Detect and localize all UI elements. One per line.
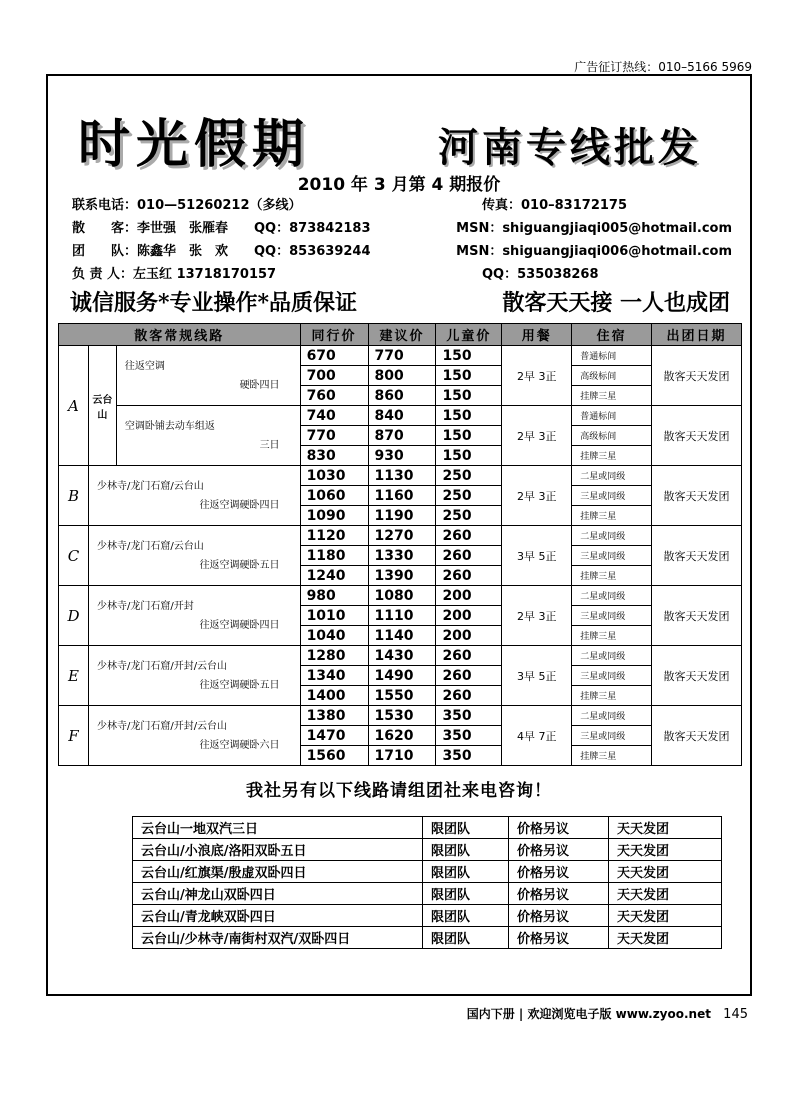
price-cell: 1180	[300, 546, 368, 566]
meal-cell: 3早 5正	[502, 646, 572, 706]
destination-cell: 云台山	[88, 346, 116, 466]
departure-cell: 散客天天发团	[652, 706, 742, 766]
price-cell: 150	[436, 386, 502, 406]
price-cell: 1530	[368, 706, 436, 726]
column-header: 住宿	[572, 324, 652, 346]
footer-text: 国内下册 | 欢迎浏览电子版 www.zyoo.net	[466, 1007, 711, 1021]
price-cell: 200	[436, 626, 502, 646]
contact-row	[72, 261, 732, 284]
price-cell: 1710	[368, 746, 436, 766]
route-line: 少林寺/龙门石窟/云台山	[96, 540, 204, 552]
column-header: 用餐	[502, 324, 572, 346]
price-cell: 1330	[368, 546, 436, 566]
price-cell: 150	[436, 346, 502, 366]
price-cell: 250	[436, 466, 502, 486]
price-cell: 840	[368, 406, 436, 426]
route-line: 往返空调	[124, 360, 165, 372]
price-cell: 1550	[368, 686, 436, 706]
lodging-cell: 挂牌三星	[572, 386, 652, 406]
extra-route-cell: 云台山/少林寺/南街村双汽/双卧四日	[133, 927, 423, 949]
price-cell: 1620	[368, 726, 436, 746]
table-row	[59, 706, 742, 726]
route-cell	[88, 586, 300, 646]
extra-route-cell: 价格另议	[509, 839, 609, 861]
route-line: 往返空调硬卧五日	[199, 559, 280, 571]
contact-block	[72, 192, 732, 284]
price-cell: 350	[436, 726, 502, 746]
meal-cell: 3早 5正	[502, 526, 572, 586]
price-cell: 200	[436, 586, 502, 606]
contact-right: 传真：010–83172175	[482, 198, 627, 213]
table-row	[59, 346, 742, 366]
extra-route-cell: 价格另议	[509, 927, 609, 949]
price-cell: 670	[300, 346, 368, 366]
lodging-cell: 二星或同级	[572, 586, 652, 606]
extra-route-row	[133, 905, 722, 927]
price-cell: 700	[300, 366, 368, 386]
price-cell: 1470	[300, 726, 368, 746]
route-cell	[88, 526, 300, 586]
lodging-cell: 三星或同级	[572, 546, 652, 566]
price-cell: 1240	[300, 566, 368, 586]
brand-title: 时光假期	[78, 114, 311, 175]
lodging-cell: 挂牌三星	[572, 506, 652, 526]
lodging-cell: 高级标间	[572, 366, 652, 386]
route-line: 空调卧铺去动车组返	[124, 420, 215, 432]
extra-route-cell: 限团队	[423, 839, 509, 861]
extra-route-cell: 限团队	[423, 817, 509, 839]
lodging-cell: 普通标间	[572, 346, 652, 366]
price-cell: 930	[368, 446, 436, 466]
contact-right: MSN：shiguangjiaqi005@hotmail.com	[456, 221, 732, 236]
slogan-left: 诚信服务*专业操作*品质保证	[70, 290, 358, 316]
price-cell: 250	[436, 506, 502, 526]
price-cell: 870	[368, 426, 436, 446]
lodging-cell: 三星或同级	[572, 486, 652, 506]
price-cell: 1120	[300, 526, 368, 546]
route-letter: D	[59, 586, 89, 646]
extra-route-cell: 天天发团	[609, 905, 722, 927]
lodging-cell: 高级标间	[572, 426, 652, 446]
extra-route-cell: 限团队	[423, 905, 509, 927]
price-cell: 260	[436, 646, 502, 666]
price-cell: 150	[436, 446, 502, 466]
route-line: 少林寺/龙门石窟/开封/云台山	[96, 660, 228, 672]
route-letter: B	[59, 466, 89, 526]
lodging-cell: 挂牌三星	[572, 566, 652, 586]
extra-route-cell: 天天发团	[609, 839, 722, 861]
extra-route-row	[133, 927, 722, 949]
departure-cell: 散客天天发团	[652, 526, 742, 586]
contact-row	[72, 238, 732, 261]
route-letter: C	[59, 526, 89, 586]
price-cell: 1190	[368, 506, 436, 526]
lodging-cell: 普通标间	[572, 406, 652, 426]
route-line: 往返空调硬卧四日	[199, 619, 280, 631]
price-cell: 1060	[300, 486, 368, 506]
price-cell: 860	[368, 386, 436, 406]
column-header: 儿童价	[436, 324, 502, 346]
extra-route-cell: 价格另议	[509, 817, 609, 839]
extra-routes-heading: 我社另有以下线路请组团社来电咨询！	[246, 781, 552, 801]
departure-cell: 散客天天发团	[652, 466, 742, 526]
price-cell: 770	[300, 426, 368, 446]
departure-cell: 散客天天发团	[652, 406, 742, 466]
contact-left: 负 责 人：左玉红 13718170157	[72, 267, 277, 282]
departure-cell: 散客天天发团	[652, 346, 742, 406]
price-cell: 1430	[368, 646, 436, 666]
price-cell: 980	[300, 586, 368, 606]
price-cell: 770	[368, 346, 436, 366]
extra-route-cell: 天天发团	[609, 861, 722, 883]
column-header: 散客常规线路	[59, 324, 301, 346]
lodging-cell: 二星或同级	[572, 706, 652, 726]
extra-route-cell: 天天发团	[609, 883, 722, 905]
route-line: 少林寺/龙门石窟/开封/云台山	[96, 720, 228, 732]
route-letter: F	[59, 706, 89, 766]
lodging-cell: 三星或同级	[572, 666, 652, 686]
meal-cell: 2早 3正	[502, 466, 572, 526]
page-number: 145	[723, 1007, 748, 1022]
departure-cell: 散客天天发团	[652, 646, 742, 706]
price-cell: 1010	[300, 606, 368, 626]
column-header: 同行价	[300, 324, 368, 346]
meal-cell: 4早 7正	[502, 706, 572, 766]
price-cell: 1110	[368, 606, 436, 626]
price-cell: 1270	[368, 526, 436, 546]
price-cell: 250	[436, 486, 502, 506]
route-line: 少林寺/龙门石窟/云台山	[96, 480, 204, 492]
extra-route-cell: 限团队	[423, 927, 509, 949]
route-cell	[116, 406, 300, 466]
slogan-right: 散客天天接 一人也成团	[502, 290, 730, 316]
price-cell: 260	[436, 666, 502, 686]
price-cell: 260	[436, 526, 502, 546]
price-cell: 260	[436, 686, 502, 706]
price-cell: 1380	[300, 706, 368, 726]
extra-route-cell: 云台山/青龙峡双卧四日	[133, 905, 423, 927]
price-cell: 760	[300, 386, 368, 406]
page-footer	[467, 1005, 748, 1022]
route-cell	[116, 346, 300, 406]
extra-route-cell: 天天发团	[609, 927, 722, 949]
route-letter: E	[59, 646, 89, 706]
route-letter: A	[59, 346, 89, 466]
route-line: 往返空调硬卧六日	[199, 739, 280, 751]
extra-route-row	[133, 883, 722, 905]
extra-route-cell: 云台山/红旗渠/殷虚双卧四日	[133, 861, 423, 883]
contact-left: 联系电话：010—51260212（多线）	[72, 198, 302, 213]
price-cell: 1560	[300, 746, 368, 766]
extra-route-cell: 天天发团	[609, 817, 722, 839]
price-cell: 260	[436, 566, 502, 586]
extra-route-cell: 云台山一地双汽三日	[133, 817, 423, 839]
ad-hotline: 广告征订热线：010–5166 5969	[574, 60, 752, 74]
price-cell: 350	[436, 746, 502, 766]
price-cell: 1400	[300, 686, 368, 706]
meal-cell: 2早 3正	[502, 406, 572, 466]
price-cell: 150	[436, 366, 502, 386]
price-cell: 200	[436, 606, 502, 626]
lodging-cell: 三星或同级	[572, 606, 652, 626]
meal-cell: 2早 3正	[502, 346, 572, 406]
contact-row	[72, 192, 732, 215]
contact-right: MSN：shiguangjiaqi006@hotmail.com	[456, 244, 732, 259]
price-cell: 1030	[300, 466, 368, 486]
extra-route-cell: 云台山/小浪底/洛阳双卧五日	[133, 839, 423, 861]
issue-title: 2010 年 3 月第 4 期报价	[297, 175, 501, 195]
price-cell: 1280	[300, 646, 368, 666]
route-cell	[88, 646, 300, 706]
lodging-cell: 二星或同级	[572, 466, 652, 486]
price-cell: 350	[436, 706, 502, 726]
lodging-cell: 挂牌三星	[572, 626, 652, 646]
column-header: 建议价	[368, 324, 436, 346]
table-header-row	[59, 324, 742, 346]
extra-route-row	[133, 817, 722, 839]
price-cell: 150	[436, 406, 502, 426]
page-frame	[46, 74, 752, 996]
route-line: 三日	[259, 439, 280, 451]
extra-route-cell: 价格另议	[509, 905, 609, 927]
extra-route-cell: 限团队	[423, 861, 509, 883]
extra-route-cell: 价格另议	[509, 883, 609, 905]
price-cell: 830	[300, 446, 368, 466]
departure-cell: 散客天天发团	[652, 586, 742, 646]
extra-route-row	[133, 861, 722, 883]
extra-route-row	[133, 839, 722, 861]
price-cell: 1130	[368, 466, 436, 486]
price-cell: 1390	[368, 566, 436, 586]
price-cell: 1490	[368, 666, 436, 686]
route-cell	[88, 706, 300, 766]
lodging-cell: 二星或同级	[572, 526, 652, 546]
price-cell: 1040	[300, 626, 368, 646]
price-cell: 1080	[368, 586, 436, 606]
slogan-bar	[70, 286, 730, 317]
contact-row	[72, 215, 732, 238]
lodging-cell: 挂牌三星	[572, 446, 652, 466]
contact-left: 散 客：李世强 张雁春 QQ：873842183	[72, 221, 371, 236]
route-line: 硬卧四日	[239, 379, 280, 391]
route-line: 往返空调硬卧五日	[199, 679, 280, 691]
extra-route-cell: 云台山/神龙山双卧四日	[133, 883, 423, 905]
price-cell: 1140	[368, 626, 436, 646]
table-row	[59, 646, 742, 666]
price-cell: 740	[300, 406, 368, 426]
extra-routes-table	[132, 816, 722, 949]
table-row	[59, 466, 742, 486]
contact-left: 团 队：陈鑫华 张 欢 QQ：853639244	[72, 244, 371, 259]
contact-right: QQ：535038268	[482, 267, 599, 282]
table-row	[59, 586, 742, 606]
extra-route-cell: 价格另议	[509, 861, 609, 883]
price-cell: 800	[368, 366, 436, 386]
lodging-cell: 挂牌三星	[572, 746, 652, 766]
column-header: 出团日期	[652, 324, 742, 346]
extra-route-cell: 限团队	[423, 883, 509, 905]
lodging-cell: 二星或同级	[572, 646, 652, 666]
brand-subtitle: 河南专线批发	[438, 124, 702, 171]
lodging-cell: 三星或同级	[572, 726, 652, 746]
price-cell: 260	[436, 546, 502, 566]
table-row	[59, 406, 742, 426]
lodging-cell: 挂牌三星	[572, 686, 652, 706]
price-table	[58, 323, 742, 766]
price-cell: 1160	[368, 486, 436, 506]
table-row	[59, 526, 742, 546]
route-line: 少林寺/龙门石窟/开封	[96, 600, 194, 612]
price-cell: 1340	[300, 666, 368, 686]
meal-cell: 2早 3正	[502, 586, 572, 646]
route-line: 往返空调硬卧四日	[199, 499, 280, 511]
price-cell: 1090	[300, 506, 368, 526]
route-cell	[88, 466, 300, 526]
price-cell: 150	[436, 426, 502, 446]
